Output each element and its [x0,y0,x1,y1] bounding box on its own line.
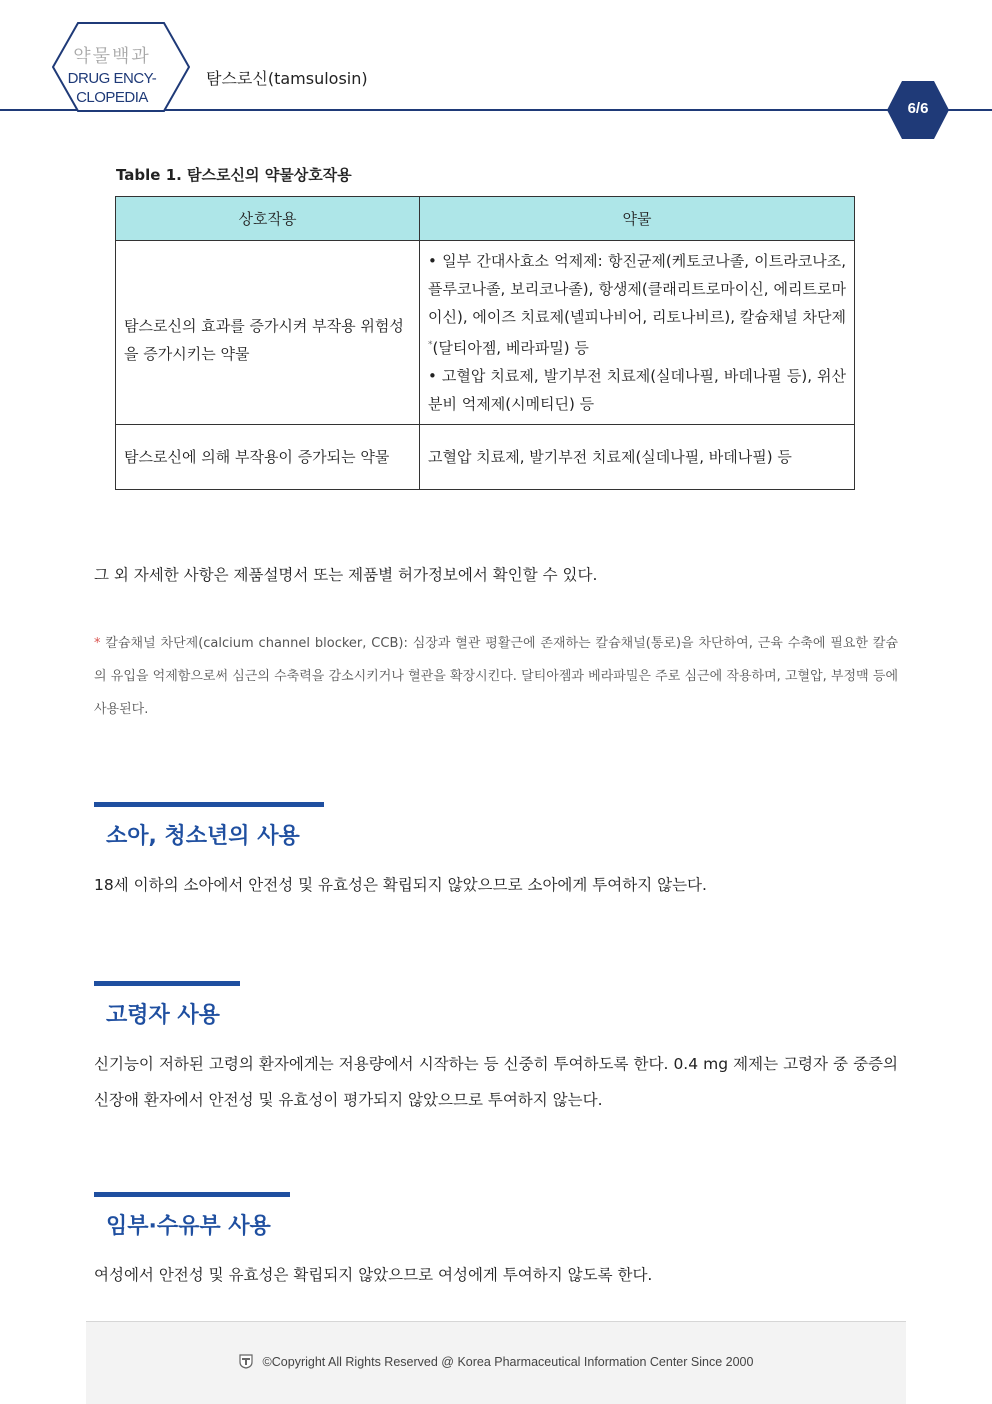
after-table-text: 그 외 자세한 사항은 제품설명서 또는 제품별 허가정보에서 확인할 수 있다. [94,566,598,584]
logo [52,22,172,106]
footnote-text: 칼슘채널 차단제(calcium channel blocker, CCB): 심장과 혈관 평활근에 존재하는 칼슘채널(통로)을 차단하여, 근육 수축에 필요한 칼슘의 유입을 억제함으로써 심근의 수축력을 감소시키거나 혈관을 확장시킨다. 달티아젬과 베라파밀은 주로 심근에 작용하며, 고혈압, 부정맥 등에 사용된다. [94,636,899,717]
drug-list-item: • 고혈압 치료제, 발기부전 치료제(실데나필, 바데나필 등), 위산분비 억제제(시메티딘) 등 [428,367,846,413]
section-title: 임부·수유부 사용 [106,1214,271,1239]
section-elderly [94,981,240,1029]
table-row [116,425,855,490]
logo-korean: 약물백과 [73,46,151,67]
interaction-table [115,196,855,490]
section-pediatric [94,802,324,850]
table-cell-drugs: 고혈압 치료제, 발기부전 치료제(실데나필, 바데나필) 등 [420,425,855,490]
footnote [94,627,898,726]
drug-list-text: • 일부 간대사효소 억제제: 항진균제(케토코나졸, 이트라코나조, 플루코나졸, 보리코나졸), 항생제(클래리트로마이신, 에리트로마이신), 에이즈 치료제(넬피나비어, 리토나비르), 칼슘채널 차단제 [428,252,846,326]
table-header-interaction: 상호작용 [116,197,420,241]
footnote-mark: * [428,340,433,350]
table-caption: Table 1. 탐스로신의 약물상호작용 [116,166,352,184]
table-header-row [116,197,855,241]
table-cell-interaction: 탐스로신에 의해 부작용이 증가되는 약물 [116,425,420,490]
section-text: 여성에서 안전성 및 유효성은 확립되지 않았으므로 여성에게 투여하지 않도록 한다. [94,1266,653,1284]
section-pregnancy [94,1192,290,1240]
section-text: 18세 이하의 소아에서 안전성 및 유효성은 확립되지 않았으므로 소아에게 투여하지 않는다. [94,876,707,894]
drug-list-text-tail: (달티아젬, 베라파밀) 등 [432,339,589,357]
page-indicator: 6/6 [907,100,929,117]
table-cell-drugs [420,241,855,425]
section-title: 고령자 사용 [106,1003,220,1028]
table-row [116,241,855,425]
footer-copyright [86,1354,906,1369]
table-cell-interaction: 탐스로신의 효과를 증가시켜 부작용 위험성을 증가시키는 약물 [116,241,420,425]
copyright-text: ©Copyright All Rights Reserved @ Korea Pharmaceutical Information Center Since 2000 [262,1355,754,1369]
table-header-drugs: 약물 [420,197,855,241]
section-title: 소아, 청소년의 사용 [106,824,300,849]
kpic-crest-icon [239,1354,253,1369]
document-title: 탐스로신(tamsulosin) [206,69,368,88]
section-text: 신기능이 저하된 고령의 환자에게는 저용량에서 시작하는 등 신중히 투여하도록 한다. 0.4 mg 제제는 고령자 중 중증의 신장애 환자에서 안전성 및 유효성이 평가되지 않았으므로 투여하지 않는다. [94,1055,898,1109]
footer [86,1321,906,1404]
logo-english-line2: CLOPEDIA [76,89,148,106]
logo-english-line1: DRUG ENCY- [67,70,157,87]
footnote-mark: * [94,636,101,651]
drug-list-item [428,247,846,362]
